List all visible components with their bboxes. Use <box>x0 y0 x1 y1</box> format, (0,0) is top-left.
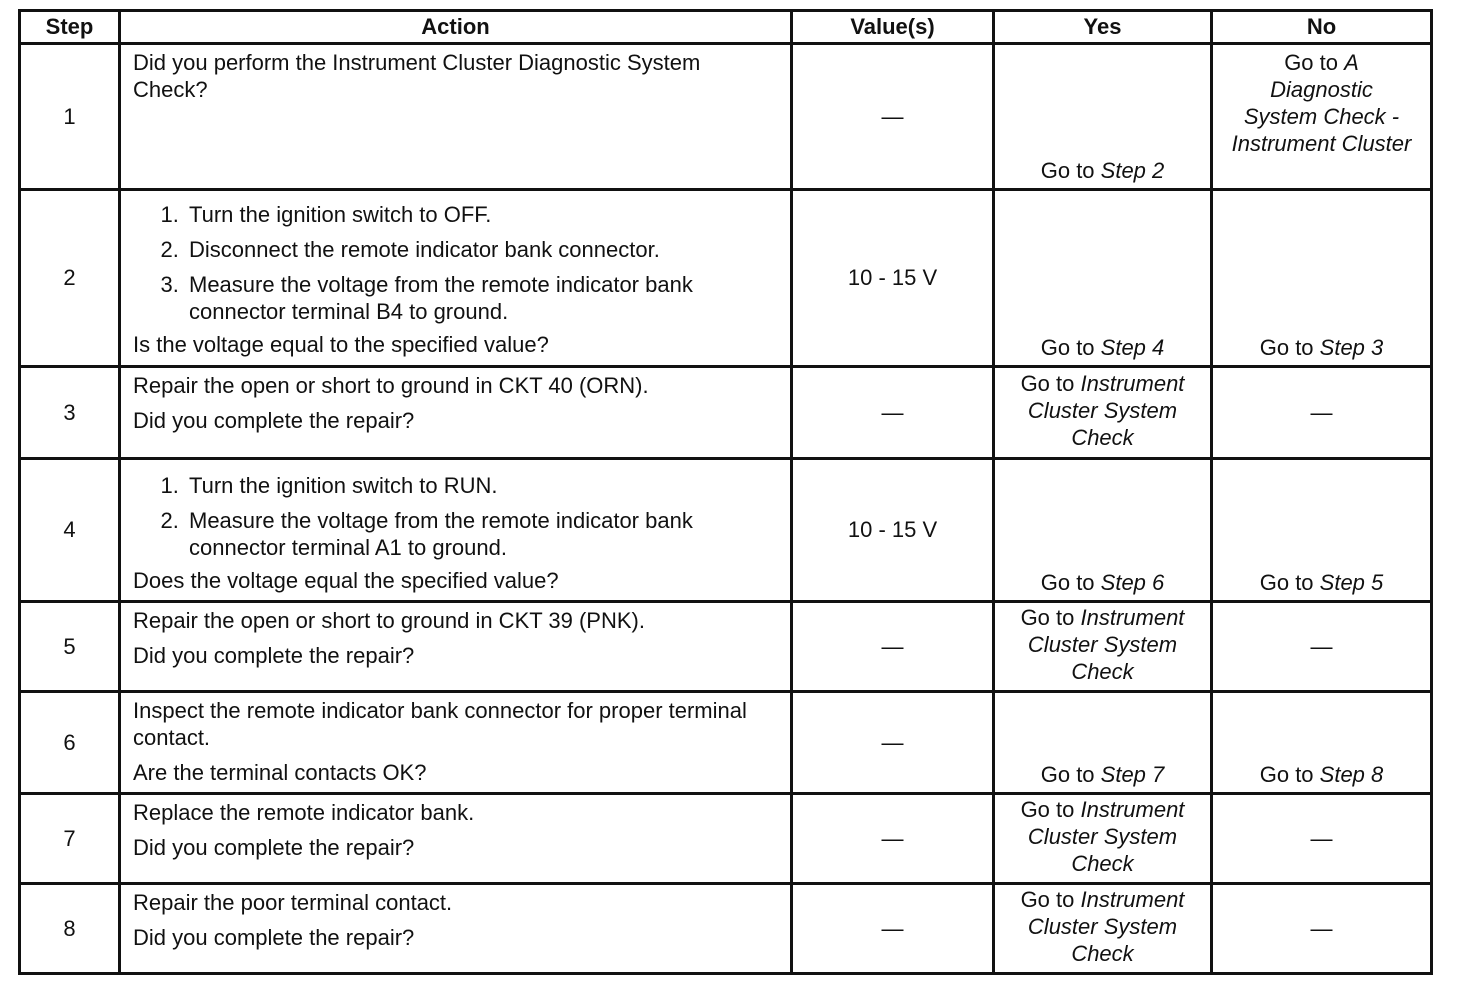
action-question: Did you complete the repair? <box>133 408 415 433</box>
value-cell: — <box>792 44 994 190</box>
yes-link[interactable]: Step 7 <box>1100 762 1165 787</box>
value-cell: — <box>792 884 994 974</box>
yes-cell <box>994 44 1212 190</box>
action-steps-list <box>133 472 780 561</box>
table-row <box>20 794 1432 884</box>
no-cell <box>1212 692 1432 794</box>
step-number: 7 <box>20 794 120 884</box>
yes-link[interactable]: Instrument Cluster System Check <box>1027 887 1185 966</box>
no-prefix: Go to <box>1259 762 1320 787</box>
yes-prefix: Go to <box>1040 570 1101 595</box>
yes-cell <box>994 794 1212 884</box>
step-number: 2 <box>20 190 120 367</box>
action-text: Did you perform the Instrument Cluster Diagnostic System Check? <box>133 50 701 102</box>
no-link[interactable]: A Diagnostic System Check - Instrument Cluster <box>1231 50 1412 156</box>
diagnostic-table-container <box>18 9 1430 975</box>
action-cell <box>120 884 792 974</box>
step-number: 1 <box>20 44 120 190</box>
yes-prefix: Go to <box>1040 335 1101 360</box>
value-cell: 10 - 15 V <box>792 459 994 602</box>
list-item: 2. Disconnect the remote indicator bank connector. <box>185 236 780 263</box>
table-row <box>20 190 1432 367</box>
yes-link[interactable]: Instrument Cluster System Check <box>1027 797 1185 876</box>
no-cell <box>1212 44 1432 190</box>
action-text: Repair the open or short to ground in CKT 39 (PNK). <box>133 608 645 633</box>
yes-prefix: Go to <box>1040 762 1101 787</box>
step-number: 3 <box>20 367 120 459</box>
yes-cell <box>994 367 1212 459</box>
action-cell <box>120 190 792 367</box>
yes-link[interactable]: Step 6 <box>1100 570 1165 595</box>
action-cell <box>120 367 792 459</box>
table-header-row <box>20 11 1432 44</box>
no-cell <box>1212 459 1432 602</box>
list-item: 1. Turn the ignition switch to OFF. <box>185 201 780 228</box>
header-action: Action <box>120 11 792 44</box>
table-row <box>20 602 1432 692</box>
action-question: Is the voltage equal to the specified value? <box>133 332 549 357</box>
action-text: Repair the poor terminal contact. <box>133 890 453 915</box>
step-number: 5 <box>20 602 120 692</box>
yes-cell <box>994 602 1212 692</box>
no-cell <box>1212 190 1432 367</box>
action-text: Replace the remote indicator bank. <box>133 800 475 825</box>
no-link[interactable]: Step 8 <box>1319 762 1384 787</box>
no-prefix: Go to <box>1284 50 1345 75</box>
yes-link[interactable]: Instrument Cluster System Check <box>1027 371 1185 450</box>
no-prefix: Go to <box>1259 570 1320 595</box>
no-prefix: Go to <box>1259 335 1320 360</box>
yes-cell <box>994 459 1212 602</box>
action-cell <box>120 794 792 884</box>
table-row <box>20 44 1432 190</box>
step-number: 8 <box>20 884 120 974</box>
header-values: Value(s) <box>792 11 994 44</box>
table-row <box>20 367 1432 459</box>
action-question: Are the terminal contacts OK? <box>133 760 427 785</box>
no-cell: — <box>1212 884 1432 974</box>
yes-prefix: Go to <box>1040 158 1101 183</box>
value-cell: — <box>792 602 994 692</box>
action-text: Repair the open or short to ground in CKT 40 (ORN). <box>133 373 649 398</box>
value-cell: — <box>792 794 994 884</box>
header-step: Step <box>20 11 120 44</box>
header-no: No <box>1212 11 1432 44</box>
table-row <box>20 884 1432 974</box>
yes-prefix: Go to <box>1020 887 1081 912</box>
table-row <box>20 459 1432 602</box>
step-number: 4 <box>20 459 120 602</box>
action-question: Did you complete the repair? <box>133 643 415 668</box>
yes-link[interactable]: Step 4 <box>1100 335 1165 360</box>
action-cell <box>120 44 792 190</box>
value-cell: — <box>792 367 994 459</box>
yes-prefix: Go to <box>1020 605 1081 630</box>
action-cell <box>120 459 792 602</box>
yes-cell <box>994 884 1212 974</box>
no-link[interactable]: Step 5 <box>1319 570 1384 595</box>
yes-prefix: Go to <box>1020 797 1081 822</box>
yes-link[interactable]: Instrument Cluster System Check <box>1027 605 1185 684</box>
no-link[interactable]: Step 3 <box>1319 335 1384 360</box>
value-cell: — <box>792 692 994 794</box>
action-steps-list <box>133 201 780 325</box>
list-item: 3. Measure the voltage from the remote indicator bank connector terminal B4 to ground. <box>185 271 780 325</box>
action-cell <box>120 602 792 692</box>
value-cell: 10 - 15 V <box>792 190 994 367</box>
no-cell: — <box>1212 602 1432 692</box>
yes-link[interactable]: Step 2 <box>1100 158 1165 183</box>
list-item: 2. Measure the voltage from the remote indicator bank connector terminal A1 to ground. <box>185 507 780 561</box>
yes-cell <box>994 692 1212 794</box>
no-cell: — <box>1212 794 1432 884</box>
action-question: Did you complete the repair? <box>133 925 415 950</box>
table-row <box>20 692 1432 794</box>
action-question: Did you complete the repair? <box>133 835 415 860</box>
action-cell <box>120 692 792 794</box>
diagnostic-table <box>18 9 1433 975</box>
header-yes: Yes <box>994 11 1212 44</box>
action-text: Inspect the remote indicator bank connector for proper terminal contact. <box>133 698 747 750</box>
yes-cell <box>994 190 1212 367</box>
no-cell: — <box>1212 367 1432 459</box>
yes-prefix: Go to <box>1020 371 1081 396</box>
step-number: 6 <box>20 692 120 794</box>
action-question: Does the voltage equal the specified value? <box>133 568 559 593</box>
list-item: 1. Turn the ignition switch to RUN. <box>185 472 780 499</box>
